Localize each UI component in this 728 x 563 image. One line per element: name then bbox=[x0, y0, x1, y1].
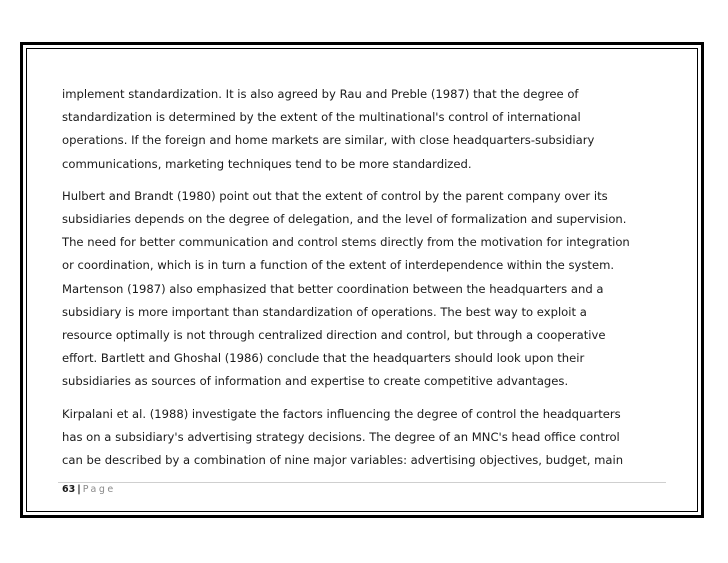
text-line: or coordination, which is in turn a function of the extent of interdependence within the system. bbox=[62, 258, 615, 273]
text-line: implement standardization. It is also agreed by Rau and Preble (1987) that the degree of bbox=[62, 87, 579, 101]
paragraph-1 bbox=[62, 83, 672, 176]
text-line: standardization is determined by the extent of the multinational's control of international bbox=[62, 110, 581, 125]
page-footer bbox=[62, 484, 116, 495]
text-line: subsidiaries depends on the degree of delegation, and the level of formalization and supervision. bbox=[62, 212, 627, 227]
text-line: can be described by a combination of nine major variables: advertising objectives, budget, main bbox=[62, 453, 624, 468]
text-line: Hulbert and Brandt (1980) point out that the extent of control by the parent company over its bbox=[62, 188, 608, 203]
text-line: resource optimally is not through centralized direction and control, but through a cooperative bbox=[62, 328, 606, 343]
footer-divider bbox=[58, 482, 666, 483]
page-separator: | bbox=[77, 484, 81, 495]
text-line: Kirpalani et al. (1988) investigate the factors influencing the degree of control the headquarters bbox=[62, 406, 621, 421]
text-line: The need for better communication and control stems directly from the motivation for integration bbox=[62, 235, 630, 250]
text-line: communications, marketing techniques tend to be more standardized. bbox=[62, 156, 472, 171]
document-body bbox=[62, 83, 672, 481]
page-label: Page bbox=[82, 484, 116, 495]
text-line: effort. Bartlett and Ghoshal (1986) conclude that the headquarters should look upon their bbox=[62, 351, 585, 366]
text-line: subsidiaries as sources of information and expertise to create competitive advantages. bbox=[62, 374, 569, 389]
text-line: has on a subsidiary's advertising strategy decisions. The degree of an MNC's head office control bbox=[62, 429, 620, 444]
paragraph-3 bbox=[62, 403, 672, 473]
paragraph-2 bbox=[62, 185, 672, 394]
text-line: Martenson (1987) also emphasized that better coordination between the headquarters and a bbox=[62, 281, 604, 296]
text-line: operations. If the foreign and home markets are similar, with close headquarters-subsidiary bbox=[62, 133, 595, 148]
text-line: subsidiary is more important than standardization of operations. The best way to exploit a bbox=[62, 304, 587, 319]
page-number: 63 bbox=[62, 484, 76, 495]
